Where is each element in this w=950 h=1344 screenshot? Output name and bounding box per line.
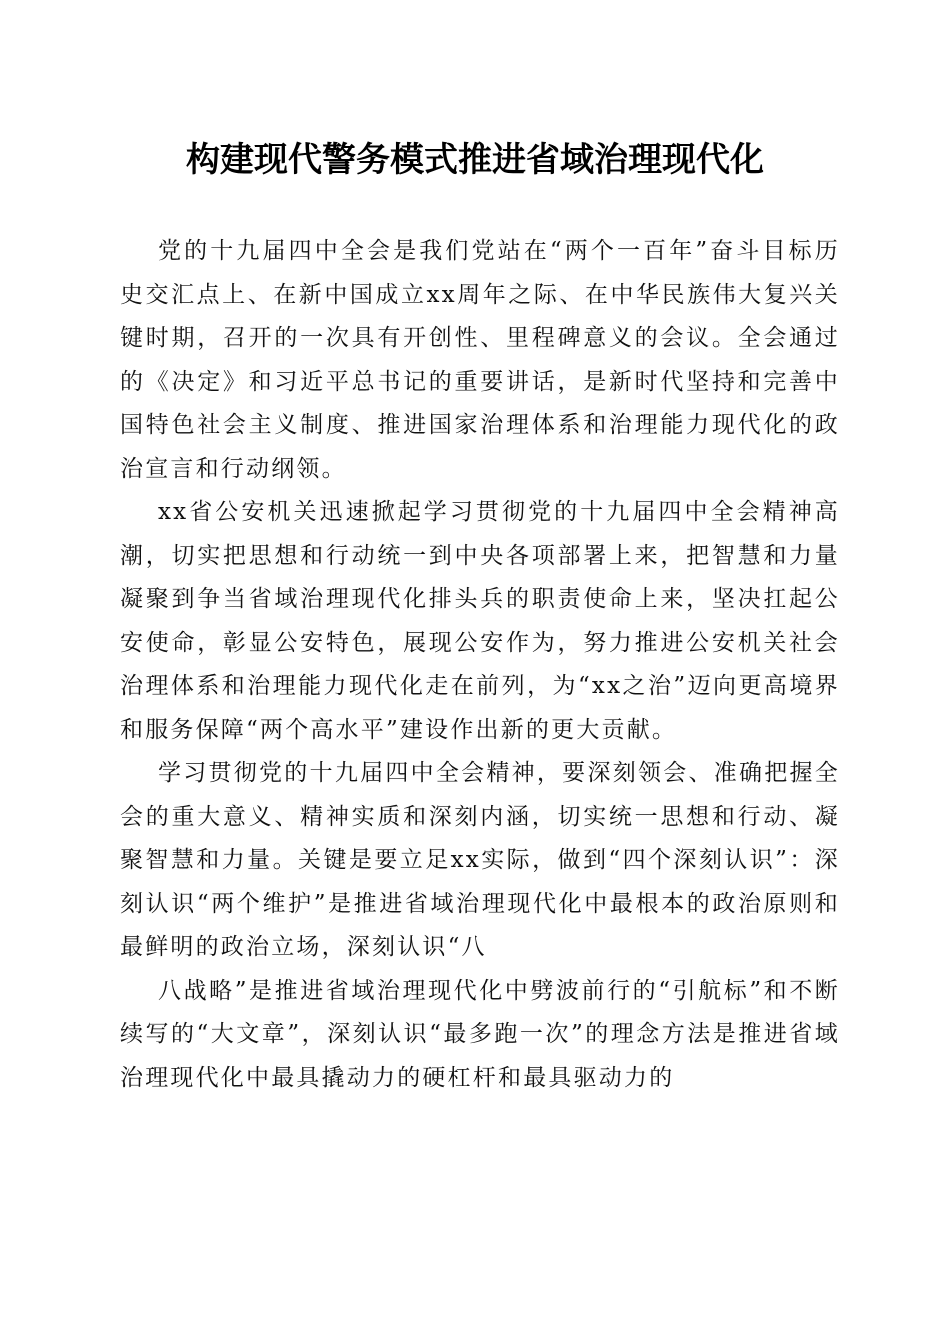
paragraph-4: 八战略”是推进省域治理现代化中劈波前行的“引航标”和不断续写的“大文章”，深刻认识“最多跑一次”的理念方法是推进省域治理现代化中最具撬动力的硬杠杆和最具驱动力的 [120,977,840,1091]
document-body [120,230,840,1100]
paragraph-1: 党的十九届四中全会是我们党站在“两个一百年”奋斗目标历史交汇点上、在新中国成立xx周年之际、在中华民族伟大复兴关键时期，召开的一次具有开创性、里程碑意义的会议。全会通过的《决定》和习近平总书记的重要讲话，是新时代坚持和完善中国特色社会主义制度、推进国家治理体系和治理能力现代化的政治宣言和行动纲领。 [120,238,840,482]
paragraph-2: xx省公安机关迅速掀起学习贯彻党的十九届四中全会精神高潮，切实把思想和行动统一到中央各项部署上来，把智慧和力量凝聚到争当省域治理现代化排头兵的职责使命上来，坚决扛起公安使命，彰显公安特色，展现公安作为，努力推进公安机关社会治理体系和治理能力现代化走在前列，为“xx之治”迈向更高境界和服务保障“两个高水平”建设作出新的更大贡献。 [120,499,840,743]
document-title: 构建现代警务模式推进省域治理现代化 [186,140,764,180]
paragraph-3: 学习贯彻党的十九届四中全会精神，要深刻领会、准确把握全会的重大意义、精神实质和深刻内涵，切实统一思想和行动、凝聚智慧和力量。关键是要立足xx实际，做到“四个深刻认识”：深刻认识“两个维护”是推进省域治理现代化中最根本的政治原则和最鲜明的政治立场，深刻认识“八 [120,760,840,960]
